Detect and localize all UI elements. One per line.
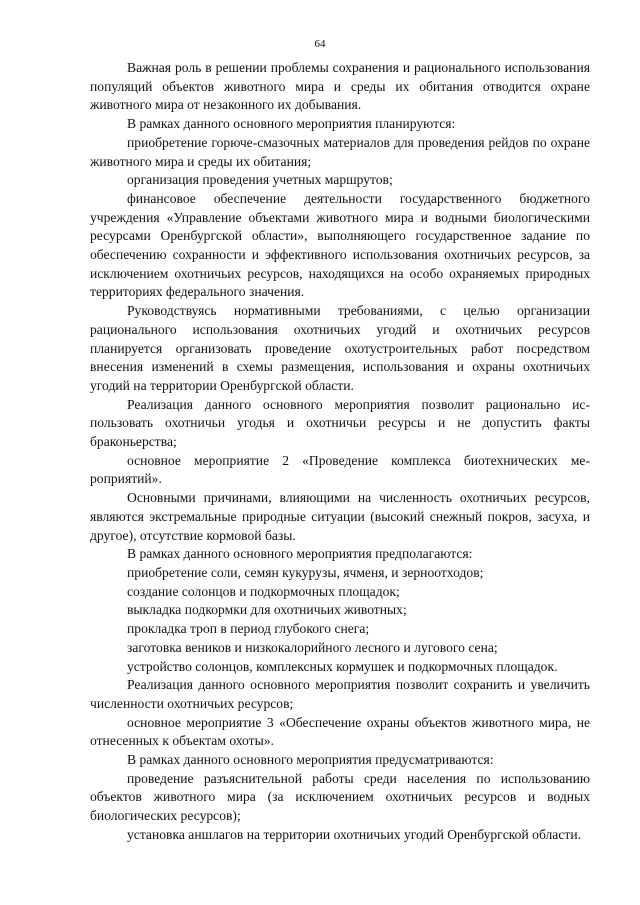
paragraph-20: проведение разъяснительной работы среди населения по использованию объектов животного мира (за исключением охотничьих ресурсов и водных биологических ресурсов); (90, 770, 590, 824)
paragraph-17: Реализация данного основного мероприятия позволит сохранить и увеличить численности охотничьих ресурсов; (90, 677, 590, 711)
document-body (90, 59, 590, 845)
paragraph-6: Руководствуясь нормативными требованиями, с целью организации рационального использования охотничьих угодий и охотничьих ресурсов планируется организовать проведение охотустроительных работ посредством внесения изменений в схемы размещения, использования и охраны охотничьих угодий на территории Оренбургской области. (90, 303, 590, 393)
page-number: 64 (314, 38, 326, 50)
paragraph-3: приобретение горюче-смазочных материалов для проведения рейдов по охране животного мира и среды их обитания; (90, 134, 590, 169)
paragraph-4: организация проведения учетных маршрутов; (127, 172, 393, 188)
paragraph-13: выкладка подкормки для охотничьих животных; (127, 602, 407, 618)
paragraph-15: заготовка веников и низкокалорийного лесного и лугового сена; (127, 639, 498, 655)
paragraph-9: Основными причинами, влияющими на численность охотничьих ресурсов, являются экстремальные природные ситуации (высокий снежный покров, засуха, и другое), отсутствие кормовой базы. (90, 490, 590, 543)
paragraph-12: создание солонцов и подкормочных площадок; (127, 583, 400, 599)
paragraph-5: финансовое обеспечение деятельности государственного бюджетного учреждения «Управление объектами животного мира и водными биологическими ресурсами Оренбургской области», выполняющего государственное задание по обеспечению сохранности и эффективного использования охотничьих ресурсов, за исключением охотничьих ресурсов, находящихся на особо охраняемых природных территориях федерального значения. (90, 190, 590, 300)
paragraph-2: В рамках данного основного мероприятия планируются: (127, 116, 456, 132)
paragraph-19: В рамках данного основного мероприятия предусматриваются: (127, 752, 494, 768)
paragraph-18: основное мероприятие 3 «Обеспечение охраны объектов животного мира, не отнесенных к объектам охоты». (90, 714, 590, 749)
paragraph-1: Важная роль в решении проблемы сохранения и рационального использования популяций объектов животного мира и среды их обитания отводится охране животного мира от незаконного их добывания. (90, 60, 590, 113)
paragraph-7: Реализация данного основного мероприятия позволит рационально использовать охотничьи угодья и охотничьи ресурсы и не допустить факты браконьерства; (90, 396, 590, 450)
paragraph-16: устройство солонцов, комплексных кормушек и подкормочных площадок. (127, 658, 558, 674)
paragraph-8: основное мероприятие 2 «Проведение комплекса биотехнических мероприятий». (90, 452, 590, 487)
paragraph-21: установка аншлагов на территории охотничьих угодий Оренбургской области. (127, 826, 581, 842)
paragraph-11: приобретение соли, семян кукурузы, ячменя, и зерноотходов; (127, 564, 484, 580)
paragraph-10: В рамках данного основного мероприятия предполагаются: (127, 546, 473, 562)
paragraph-14: прокладка троп в период глубокого снега; (127, 621, 370, 637)
